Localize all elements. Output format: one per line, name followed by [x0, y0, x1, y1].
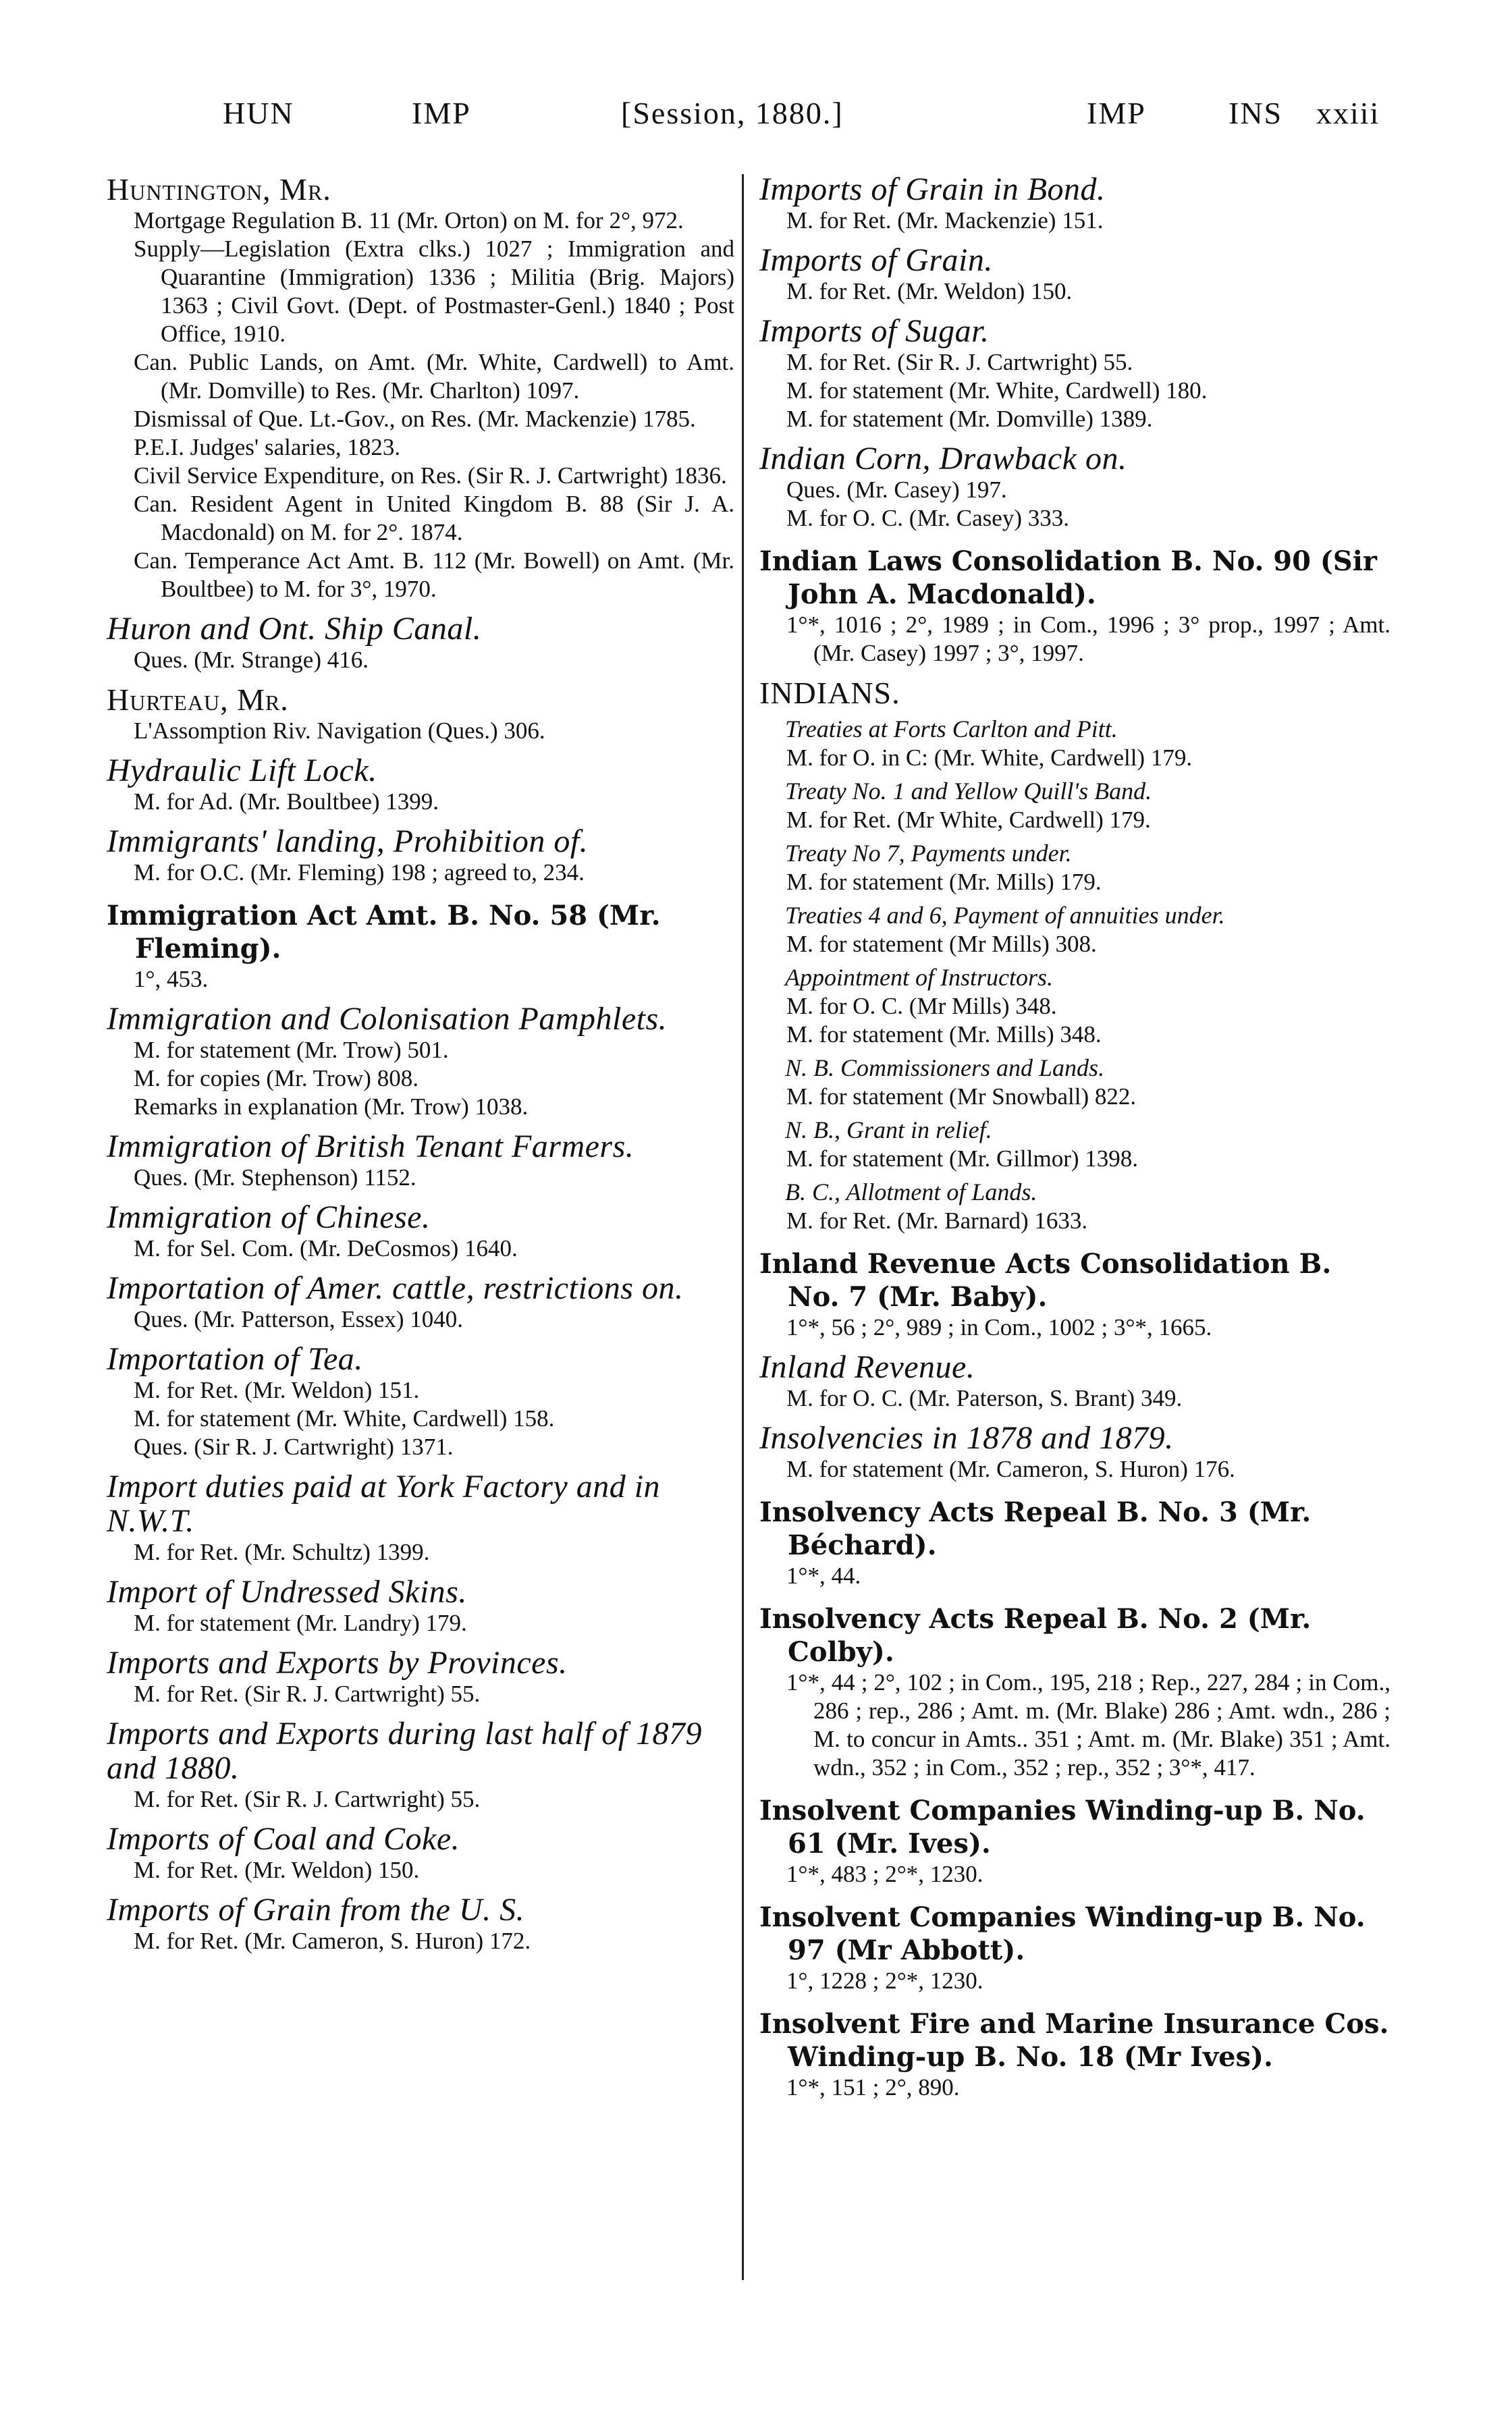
entry-line: M. for Ret. (Mr White, Cardwell) 179.	[786, 807, 1151, 833]
page-number: xxiii	[1316, 96, 1380, 130]
header-right-b: INS	[1228, 96, 1283, 130]
entry-line: 1°, 453.	[134, 966, 209, 992]
entry-line: Civil Service Expenditure, on Res. (Sir R. J. Cartwright) 1836.	[134, 462, 727, 489]
entry-heading: Insolvent Fire and Marine Insurance Cos. Winding-up B. No. 18 (Mr Ives).	[759, 2008, 1389, 2073]
entry-heading: Indian Laws Consolidation B. No. 90 (Sir John A. Macdonald).	[759, 545, 1377, 610]
entry-heading: INDIANS.	[759, 676, 900, 710]
index-entry	[107, 824, 734, 887]
entry-heading: Immigration of British Tenant Farmers.	[107, 1129, 634, 1164]
entry-heading: Importation of Amer. cattle, restrictions on.	[107, 1270, 684, 1306]
entry-line: Dismissal of Que. Lt.-Gov., on Res. (Mr. Mackenzie) 1785.	[134, 406, 696, 432]
entry-line: Can. Temperance Act Amt. B. 112 (Mr. Bowell) on Amt. (Mr. Boultbee) to M. for 3°, 1970.	[134, 547, 734, 602]
column-divider	[742, 174, 744, 2280]
entry-line: M. for O. C. (Mr. Casey) 333.	[786, 505, 1069, 531]
entry-line: Can. Public Lands, on Amt. (Mr. White, Cardwell) to Amt. (Mr. Domville) to Res. (Mr. Charlton) 1097.	[134, 349, 734, 404]
entry-line: M. for Ret. (Mr. Barnard) 1633.	[786, 1208, 1088, 1234]
index-entry	[107, 1469, 734, 1567]
entry-heading: Immigration Act Amt. B. No. 58 (Mr. Fleming).	[107, 900, 661, 965]
entry-line: M. for statement (Mr Snowball) 822.	[786, 1083, 1137, 1110]
entry-line: M. for statement (Mr. Cameron, S. Huron) 176.	[786, 1456, 1235, 1482]
entry-line: M. for Ret. (Mr. Cameron, S. Huron) 172.	[134, 1928, 531, 1954]
index-entry	[759, 172, 1390, 235]
entry-heading: Immigration and Colonisation Pamphlets.	[107, 1001, 668, 1037]
entry-line: M. for statement (Mr Mills) 308.	[786, 931, 1097, 957]
index-entry	[107, 1716, 734, 1814]
entry-line: Ques. (Mr. Casey) 197.	[786, 477, 1007, 503]
entry-line: Ques. (Mr. Stephenson) 1152.	[134, 1164, 416, 1191]
index-entry	[759, 1421, 1390, 1484]
sub-heading: N. B. Commissioners and Lands.	[785, 1054, 1105, 1081]
entry-line: M. for Ret. (Mr. Weldon) 150.	[134, 1857, 420, 1883]
sub-heading: N. B., Grant in relief.	[785, 1116, 992, 1143]
entry-line: M. for Ad. (Mr. Boultbee) 1399.	[134, 788, 439, 815]
entry-heading: Insolvency Acts Repeal B. No. 3 (Mr. Béchard).	[759, 1496, 1312, 1561]
index-entry	[107, 899, 734, 994]
index-entry	[107, 1822, 734, 1885]
running-header	[202, 86, 1380, 140]
entry-line: 1°*, 44 ; 2°, 102 ; in Com., 195, 218 ; Rep., 227, 284 ; in Com., 286 ; rep., 286 ; Amt. m. (Mr. Blake) 286 ; Amt. wdn., 286 ; M. to concur in Amts.. 351 ; Amt. m. (Mr. Blake) 351 ; Amt. wdn., 352 ; in Com., 352 ; rep., 352 ; 3°*, 417.	[786, 1669, 1390, 1781]
entry-line: M. for statement (Mr. White, Cardwell) 180.	[786, 377, 1208, 404]
sub-heading: B. C., Allotment of Lands.	[785, 1178, 1037, 1205]
entry-line: M. for O. C. (Mr Mills) 348.	[786, 993, 1057, 1019]
entry-line: M. for O.C. (Mr. Fleming) 198 ; agreed to, 234.	[134, 859, 585, 886]
header-session: [Session, 1880.]	[621, 96, 844, 130]
entry-heading: Imports of Coal and Coke.	[107, 1821, 460, 1857]
entry-heading: Inland Revenue.	[759, 1349, 975, 1385]
index-entry	[107, 753, 734, 816]
header-left-a: HUN	[223, 96, 294, 130]
right-column	[759, 172, 1390, 2102]
entry-line: 1°*, 44.	[786, 1563, 861, 1589]
entry-line: M. for O. in C: (Mr. White, Cardwell) 179.	[786, 744, 1193, 771]
entry-heading: Insolvent Companies Winding-up B. No. 97 (Mr Abbott).	[759, 1901, 1366, 1966]
entry-heading: Insolvent Companies Winding-up B. No. 61 (Mr. Ives).	[759, 1795, 1366, 1860]
header-right-a: IMP	[1087, 96, 1146, 130]
sub-heading: Appointment of Instructors.	[785, 964, 1053, 991]
entry-line: 1°*, 483 ; 2°*, 1230.	[786, 1861, 983, 1887]
entry-heading: Indian Corn, Drawback on.	[759, 441, 1127, 477]
entry-heading: Immigration of Chinese.	[107, 1199, 431, 1235]
entry-heading: Hurteau, Mr.	[107, 682, 289, 717]
index-entry	[759, 314, 1390, 433]
entry-line: M. for statement (Mr. Mills) 348.	[786, 1021, 1102, 1048]
index-entry	[759, 1350, 1390, 1413]
entry-line: Supply—Legislation (Extra clks.) 1027 ; Immigration and Quarantine (Immigration) 1336 ; Militia (Brig. Majors) 1363 ; Civil Govt. (Dept. of Postmaster-Genl.) 1840 ; Post Office, 1910.	[134, 236, 734, 347]
index-entry	[107, 1271, 734, 1334]
entry-line: Ques. (Mr. Strange) 416.	[134, 647, 369, 673]
index-entry	[107, 1575, 734, 1637]
entry-heading: Imports of Grain.	[759, 242, 993, 278]
header-left-b: IMP	[412, 96, 471, 130]
entry-line: Ques. (Sir R. J. Cartwright) 1371.	[134, 1434, 454, 1460]
entry-heading: Immigrants' landing, Prohibition of.	[107, 823, 589, 859]
entry-line: M. for statement (Mr. Gillmor) 1398.	[786, 1145, 1139, 1172]
entry-line: 1°, 1228 ; 2°*, 1230.	[786, 1968, 983, 1994]
sub-heading: Treaties at Forts Carlton and Pitt.	[785, 715, 1118, 742]
entry-heading: Hydraulic Lift Lock.	[107, 753, 377, 788]
entry-heading: Imports of Sugar.	[759, 313, 990, 349]
entry-line: M. for statement (Mr. Domville) 1389.	[786, 406, 1153, 432]
entry-heading: Importation of Tea.	[107, 1341, 363, 1377]
index-entry	[759, 1901, 1390, 1995]
entry-line: 1°*, 56 ; 2°, 989 ; in Com., 1002 ; 3°*, 1665.	[786, 1314, 1212, 1340]
entry-line: Mortgage Regulation B. 11 (Mr. Orton) on M. for 2°, 972.	[134, 207, 684, 234]
entry-line: M. for Ret. (Sir R. J. Cartwright) 55.	[134, 1786, 481, 1812]
entry-heading: Import duties paid at York Factory and in N.W.T.	[107, 1469, 661, 1539]
entry-line: Can. Resident Agent in United Kingdom B. 88 (Sir J. A. Macdonald) on M. for 2°. 1874.	[134, 491, 734, 545]
index-entry	[759, 1602, 1390, 1782]
entry-heading: Imports and Exports during last half of 1879 and 1880.	[107, 1716, 703, 1786]
entry-line: M. for Sel. Com. (Mr. DeCosmos) 1640.	[134, 1235, 518, 1262]
index-entry	[759, 441, 1390, 533]
index-entry	[759, 243, 1390, 306]
entry-line: P.E.I. Judges' salaries, 1823.	[134, 434, 401, 460]
entry-line: M. for Ret. (Mr. Mackenzie) 151.	[786, 207, 1104, 234]
index-entry	[107, 1002, 734, 1121]
entry-heading: Insolvency Acts Repeal B. No. 2 (Mr. Colby).	[759, 1603, 1312, 1668]
sub-heading: Treaties 4 and 6, Payment of annuities under.	[785, 902, 1225, 929]
entry-heading: Import of Undressed Skins.	[107, 1574, 467, 1610]
sub-heading: Treaty No. 1 and Yellow Quill's Band.	[785, 778, 1152, 805]
entry-line: M. for statement (Mr. White, Cardwell) 158.	[134, 1405, 555, 1432]
entry-heading: Inland Revenue Acts Consolidation B. No. 7 (Mr. Baby).	[759, 1248, 1332, 1313]
index-entry	[759, 545, 1390, 668]
index-entry	[107, 1200, 734, 1263]
index-entry	[759, 676, 1390, 1235]
entry-heading: Insolvencies in 1878 and 1879.	[759, 1420, 1174, 1456]
index-entry	[759, 1794, 1390, 1889]
entry-line: M. for copies (Mr. Trow) 808.	[134, 1065, 418, 1091]
entry-heading: Huntington, Mr.	[107, 172, 331, 207]
index-entry	[759, 1496, 1390, 1590]
entry-line: M. for statement (Mr. Trow) 501.	[134, 1037, 449, 1063]
index-entry	[107, 1342, 734, 1461]
entry-line: L'Assomption Riv. Navigation (Ques.) 306.	[134, 717, 545, 744]
entry-heading: Huron and Ont. Ship Canal.	[107, 611, 482, 647]
index-entry	[759, 2007, 1390, 2102]
left-column	[107, 172, 734, 1955]
entry-heading: Imports and Exports by Provinces.	[107, 1645, 568, 1681]
entry-line: M. for Ret. (Mr. Schultz) 1399.	[134, 1539, 430, 1565]
entry-line: M. for statement (Mr. Mills) 179.	[786, 869, 1102, 895]
index-entry	[107, 1646, 734, 1708]
index-entry	[759, 1247, 1390, 1342]
entry-line: 1°*, 151 ; 2°, 890.	[786, 2074, 960, 2100]
index-entry	[107, 682, 734, 745]
index-entry	[107, 612, 734, 674]
entry-line: M. for Ret. (Mr. Weldon) 150.	[786, 278, 1073, 304]
entry-line: Ques. (Mr. Patterson, Essex) 1040.	[134, 1306, 464, 1332]
entry-heading: Imports of Grain in Bond.	[759, 171, 1106, 207]
entry-line: M. for O. C. (Mr. Paterson, S. Brant) 349.	[786, 1385, 1183, 1411]
entry-line: Remarks in explanation (Mr. Trow) 1038.	[134, 1093, 529, 1120]
sub-heading: Treaty No 7, Payments under.	[785, 840, 1072, 867]
entry-line: 1°*, 1016 ; 2°, 1989 ; in Com., 1996 ; 3° prop., 1997 ; Amt. (Mr. Casey) 1997 ; 3°, 1997.	[786, 612, 1390, 666]
index-entry	[107, 1893, 734, 1955]
entry-heading: Imports of Grain from the U. S.	[107, 1892, 525, 1928]
index-entry	[107, 172, 734, 603]
entry-line: M. for Ret. (Mr. Weldon) 151.	[134, 1377, 420, 1403]
entry-line: M. for statement (Mr. Landry) 179.	[134, 1610, 467, 1636]
entry-line: M. for Ret. (Sir R. J. Cartwright) 55.	[786, 349, 1133, 375]
entry-line: M. for Ret. (Sir R. J. Cartwright) 55.	[134, 1681, 481, 1707]
index-entry	[107, 1129, 734, 1192]
